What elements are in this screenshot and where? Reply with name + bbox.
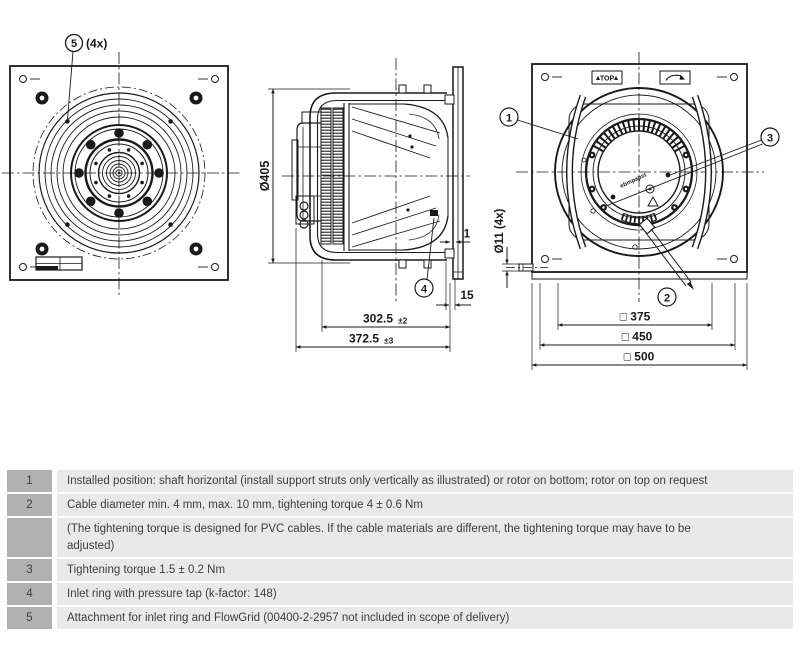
dim-square-375-label: □ 375 xyxy=(619,309,651,324)
side-view xyxy=(258,58,474,352)
note-text: Inlet ring with pressure tap (k-factor: 148) xyxy=(57,583,793,605)
callout-1-label: 1 xyxy=(505,112,513,125)
dim-depth-total-label: 372.5 xyxy=(348,331,380,346)
callout-5-quantity: (4x) xyxy=(86,36,108,51)
note-row-5 xyxy=(7,607,793,629)
callout-3-label: 3 xyxy=(766,132,774,145)
callout-5-label: 5 xyxy=(70,38,78,50)
note-number xyxy=(7,518,52,557)
notes-table xyxy=(7,470,793,631)
note-row-2 xyxy=(7,494,793,516)
top-marking-label: TOP xyxy=(599,75,615,83)
front-view xyxy=(2,35,242,297)
dim-plate-offset-label: 15 xyxy=(460,288,474,302)
dim-depth-housing xyxy=(322,312,450,328)
brand-logo: ebmpapst xyxy=(619,172,648,190)
note-number: 5 xyxy=(7,607,52,629)
note-text: (The tightening torque is designed for PVC cables. If the cable materials are different, the tightening torque may have to be adjusted) xyxy=(57,518,793,557)
note-row-4 xyxy=(7,583,793,605)
dim-square-group xyxy=(532,283,747,370)
callout-2-label: 2 xyxy=(663,292,671,305)
dim-gap-label: 1 xyxy=(463,228,471,241)
callout-4-label: 4 xyxy=(420,283,428,296)
dim-depth-total-tol: ±3 xyxy=(384,335,394,346)
dim-mounting-hole-label: Ø11 (4x) xyxy=(494,208,506,254)
rear-view xyxy=(494,52,779,370)
note-number: 2 xyxy=(7,494,52,516)
note-number: 3 xyxy=(7,559,52,581)
dim-diameter-label: Ø405 xyxy=(258,160,272,192)
callout-4 xyxy=(415,218,434,297)
note-text: Attachment for inlet ring and FlowGrid (00400-2-2957 not included in scope of delivery) xyxy=(57,607,793,629)
note-text: Tightening torque 1.5 ± 0.2 Nm xyxy=(57,559,793,581)
note-text: Installed position: shaft horizontal (install support struts only vertically as illustrated) or rotor on bottom; rotor on top on request xyxy=(57,470,793,492)
note-number: 1 xyxy=(7,470,52,492)
note-row-3 xyxy=(7,559,793,581)
note-row-2-continued xyxy=(7,518,793,557)
dim-depth-housing-label: 302.5 xyxy=(362,311,394,326)
note-number: 4 xyxy=(7,583,52,605)
dim-depth-housing-tol: ±2 xyxy=(398,315,408,326)
dim-depth-total xyxy=(296,332,450,348)
pressure-tap xyxy=(430,210,438,216)
note-text: Cable diameter min. 4 mm, max. 10 mm, tightening torque 4 ± 0.6 Nm xyxy=(57,494,793,516)
dim-square-450-label: □ 450 xyxy=(621,329,653,344)
dim-square-500-label: □ 500 xyxy=(623,349,655,364)
note-row-1 xyxy=(7,470,793,492)
